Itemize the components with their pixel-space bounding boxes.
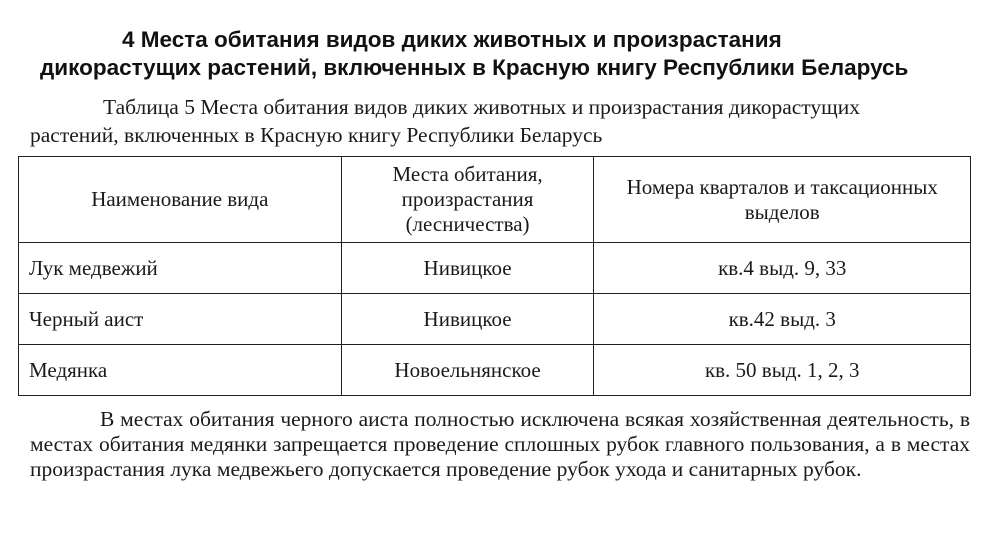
header-quarters-line-2: выделов [744,199,820,224]
cell-quarters: кв.4 выд. 9, 33 [594,243,971,294]
table-header-row [19,157,971,243]
cell-quarters: кв. 50 выд. 1, 2, 3 [594,345,971,396]
header-species [19,157,342,243]
cell-habitat: Нивицкое [341,243,594,294]
cell-habitat: Нивицкое [341,294,594,345]
table-caption-line-2: растений, включенных в Красную книгу Республики Беларусь [30,123,603,147]
table-row [19,294,971,345]
table-row [19,345,971,396]
habitat-table-wrapper [18,156,971,396]
cell-habitat: Новоельнянское [341,345,594,396]
section-heading-line-1: 4 Места обитания видов диких животных и произрастания [122,27,782,52]
header-habitat-line-3: (лесничества) [405,212,530,236]
section-heading [30,26,970,82]
cell-species: Лук медвежий [19,243,342,294]
table-row [19,243,971,294]
header-quarters [594,157,971,243]
cell-quarters: кв.42 выд. 3 [594,294,971,345]
header-species-label: Наименование вида [91,187,269,211]
header-quarters-line-1: Номера кварталов и таксационных [626,174,938,199]
cell-species: Медянка [19,345,342,396]
header-habitat-line-1: Места обитания, [392,162,543,186]
table-caption-line-1: Таблица 5 Места обитания видов диких животных и произрастания дикорастущих [103,95,860,119]
table-caption [30,93,970,149]
cell-species: Черный аист [19,294,342,345]
body-paragraph: В местах обитания черного аиста полностью исключена всякая хозяйственная деятельность, в местах обитания медянки запрещается проведение сплошных рубок главного пользования, а в местах произрастания лука медвежьего допускается проведение рубок ухода и санитарных рубок. [30,407,970,481]
section-heading-line-2: дикорастущих растений, включенных в Красную книгу Республики Беларусь [40,55,909,80]
header-habitat [341,157,594,243]
habitat-table [18,156,971,396]
header-habitat-line-2: произрастания [401,187,534,211]
